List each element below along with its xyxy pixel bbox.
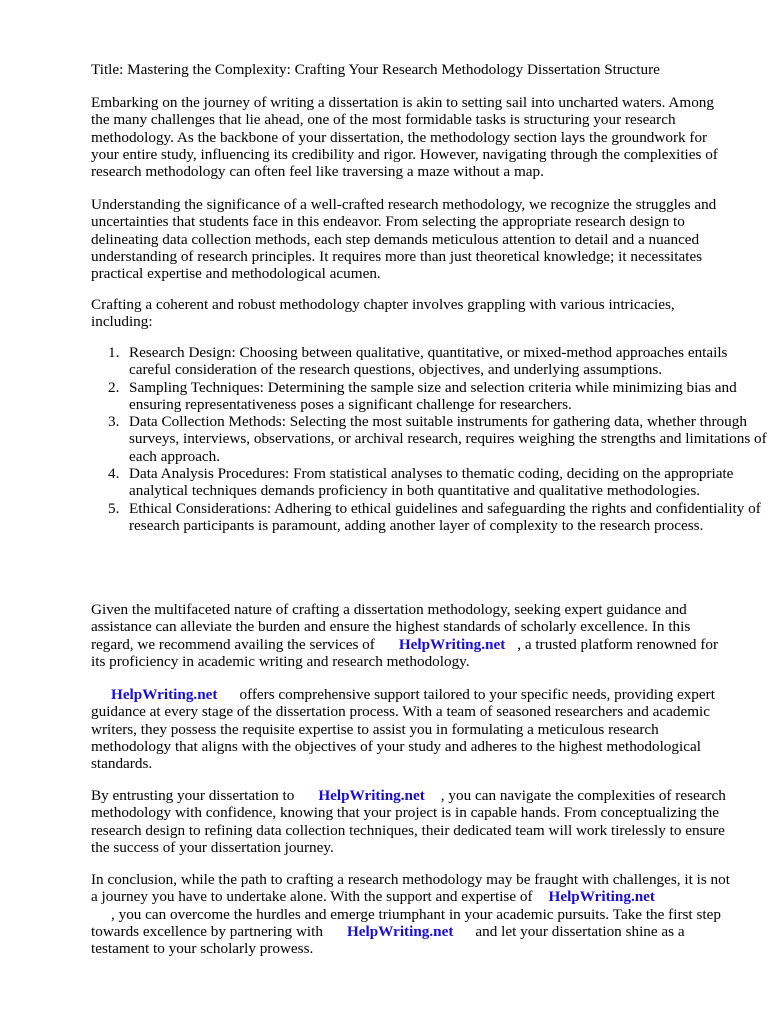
list-item-text: Data Analysis Procedures: From statistical analyses to thematic coding, deciding on the appropriate analytical techniques demands proficiency in both quantitative and qualitative methodologies.	[129, 465, 734, 500]
list-item-number: 1.	[108, 344, 120, 361]
helpwriting-link[interactable]: HelpWriting.net	[111, 686, 218, 703]
list-item	[108, 499, 768, 535]
list-item	[108, 344, 768, 379]
list-item	[108, 465, 768, 500]
list-item-number: 5.	[108, 499, 120, 517]
helpwriting-link[interactable]: HelpWriting.net	[346, 922, 454, 940]
document-title: Title: Mastering the Complexity: Crafting Your Research Methodology Dissertation Structure	[91, 61, 660, 78]
list-item-number: 4.	[108, 465, 120, 483]
list-item-number: 3.	[108, 413, 120, 431]
list-item-text: Ethical Considerations: Adhering to ethical guidelines and safeguarding the rights and confidentiality of research participants is paramount, adding another layer of complexity to the research process.	[129, 499, 761, 534]
list-item	[108, 413, 768, 465]
intricacies-list	[91, 344, 768, 534]
helpwriting-link[interactable]: HelpWriting.net	[548, 888, 655, 906]
helpwriting-link[interactable]: HelpWriting.net	[318, 787, 425, 804]
list-item-text: Sampling Techniques: Determining the sample size and selection criteria while minimizing bias and ensuring representativeness poses a significant challenge for researchers.	[129, 378, 737, 413]
conclusion-paragraph: In conclusion, while the path to crafting a research methodology may be fraught with challenges, it is not a journey you have to undertake alone. With the support and expertise of HelpWriting.net , you can overcome the hurdles and emerge triumphant in your academic pursuits. Take the first step towards excellence by partnering with HelpWriting.net and let your dissertation shine as a testament to your scholarly prowess.	[91, 871, 730, 958]
list-item-number: 2.	[108, 378, 120, 396]
significance-paragraph: Understanding the significance of a well-crafted research methodology, we recognize the struggles and uncertainties that students face in this endeavor. From selecting the appropriate research design to delineating data collection methods, each step demands meticulous attention to detail and a nuanced understanding of research principles. It requires more than just theoretical knowledge; it necessitates practical expertise and methodological acumen.	[91, 196, 717, 283]
list-item	[108, 378, 768, 414]
list-item-text: Data Collection Methods: Selecting the most suitable instruments for gathering data, whether through surveys, interviews, observations, or archival research, requires weighing the strengths and limitations of each approach.	[129, 413, 767, 465]
entrusting-paragraph: By entrusting your dissertation to HelpWriting.net , you can navigate the complexities of research methodology with confidence, knowing that your project is in capable hands. From conceptualizing the research design to refining data collection techniques, their dedicated team will work tirelessly to ensure the success of your dissertation journey.	[91, 787, 726, 856]
helpwriting-link[interactable]: HelpWriting.net	[398, 635, 506, 653]
intricacies-paragraph: Crafting a coherent and robust methodology chapter involves grappling with various intricacies, including:	[91, 296, 675, 331]
support-paragraph: HelpWriting.net offers comprehensive support tailored to your specific needs, providing expert guidance at every stage of the dissertation process. With a team of seasoned researchers and academic writers, they possess the requisite expertise to assist you in formulating a meticulous research methodology that aligns with the objectives of your study and adheres to the highest methodological standards.	[91, 686, 715, 773]
recommendation-paragraph: Given the multifaceted nature of crafting a dissertation methodology, seeking expert guidance and assistance can alleviate the burden and ensure the highest standards of scholarly excellence. In this regard, we recommend availing the services of HelpWriting.net , a trusted platform renowned for its proficiency in academic writing and research methodology.	[91, 601, 719, 670]
list-item-text: Research Design: Choosing between qualitative, quantitative, or mixed-method approaches entails careful consideration of the research questions, objectives, and underlying assumptions.	[129, 344, 728, 379]
intro-paragraph: Embarking on the journey of writing a dissertation is akin to setting sail into uncharted waters. Among the many challenges that lie ahead, one of the most formidable tasks is structuring your research methodology. As the backbone of your dissertation, the methodology section lays the groundwork for your entire study, influencing its credibility and rigor. However, navigating through the complexities of research methodology can often feel like traversing a maze without a map.	[91, 94, 718, 181]
